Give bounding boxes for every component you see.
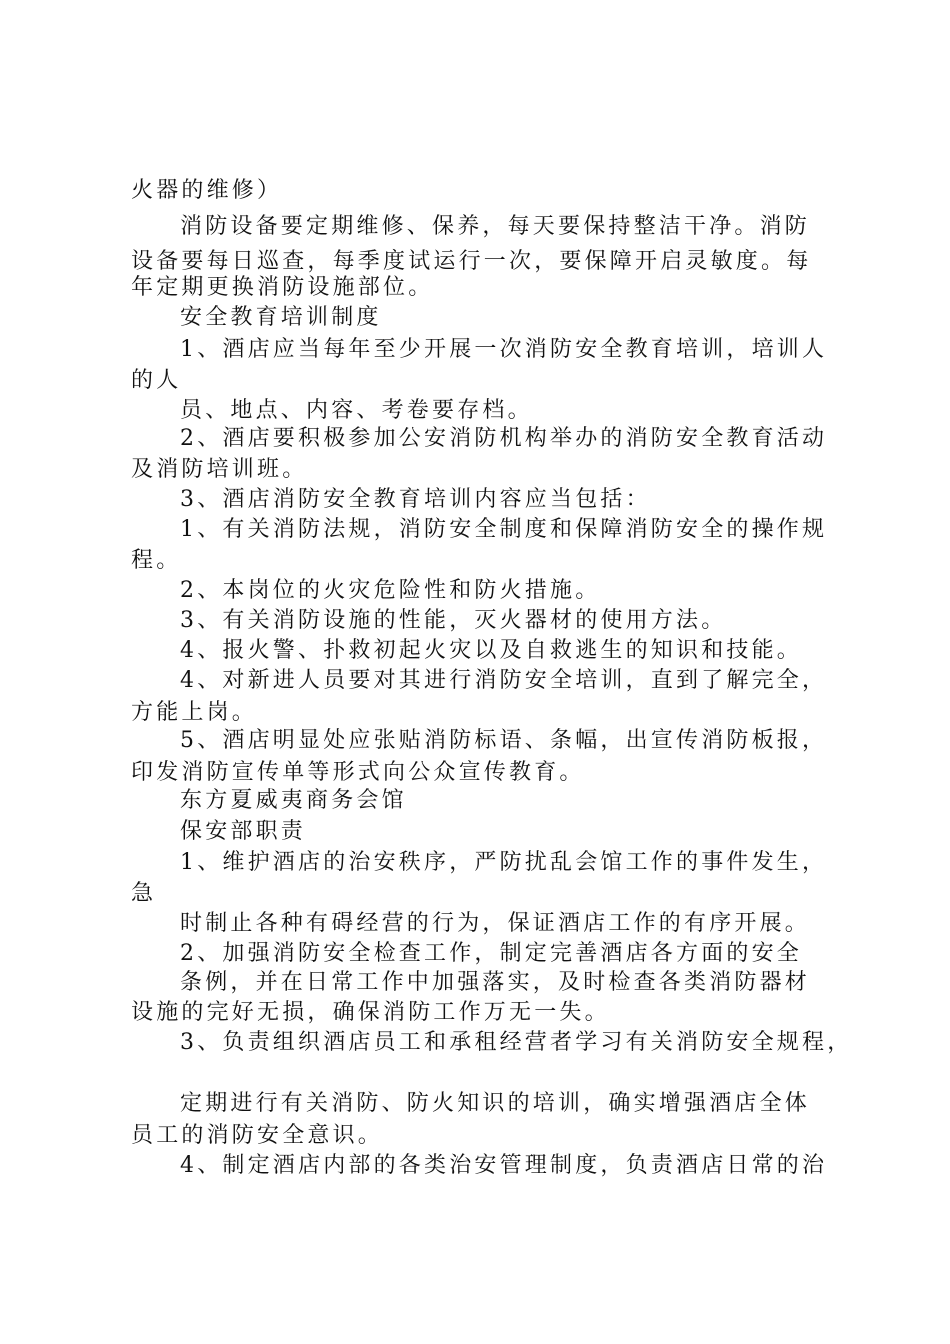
text-line: 定期进行有关消防、防火知识的培训，确实增强酒店全体 [180,1091,811,1116]
text-line: 1、酒店应当每年至少开展一次消防安全教育培训，培训人 [180,337,828,362]
text-line: 1、有关消防法规，消防安全制度和保障消防安全的操作规 [180,517,828,542]
text-line: 员工的消防安全意识。 [131,1123,384,1148]
text-line: 的人 [131,368,182,393]
text-line: 2、酒店要积极参加公安消防机构举办的消防安全教育活动 [180,426,828,451]
text-line: 3、负责组织酒店员工和承租经营者学习有关消防安全规程， [180,1030,853,1055]
text-line: 时制止各种有碍经营的行为，保证酒店工作的有序开展。 [180,911,811,936]
text-line: 4、报火警、扑救初起火灾以及自救逃生的知识和技能。 [180,638,802,663]
text-line: 4、制定酒店内部的各类治安管理制度，负责酒店日常的治 [180,1153,828,1178]
section-heading: 东方夏威夷商务会馆 [180,788,407,813]
text-line: 员、地点、内容、考卷要存档。 [180,398,533,423]
text-line: 方能上岗。 [131,700,258,725]
text-line: 印发消防宣传单等形式向公众宣传教育。 [131,760,585,785]
text-line: 1、维护酒店的治安秩序，严防扰乱会馆工作的事件发生， [180,850,828,875]
text-line: 5、酒店明显处应张贴消防标语、条幅，出宣传消防板报， [180,728,828,753]
text-line: 年定期更换消防设施部位。 [131,275,434,300]
text-line: 及消防培训班。 [131,457,308,482]
text-line: 3、酒店消防安全教育培训内容应当包括： [180,487,651,512]
text-line: 消防设备要定期维修、保养，每天要保持整洁干净。消防 [180,214,811,239]
text-line: 条例，并在日常工作中加强落实，及时检查各类消防器材 [180,970,811,995]
text-line: 程。 [131,548,182,573]
text-line: 3、有关消防设施的性能，灭火器材的使用方法。 [180,608,727,633]
section-heading: 保安部职责 [180,819,307,844]
text-line: 火器的维修） [131,178,283,203]
text-line: 4、对新进人员要对其进行消防安全培训，直到了解完全， [180,668,828,693]
text-line: 设施的完好无损，确保消防工作万无一失。 [131,1000,610,1025]
section-heading: 安全教育培训制度 [180,305,382,330]
text-line: 设备要每日巡查，每季度试运行一次，要保障开启灵敏度。每 [131,249,812,274]
text-line: 2、本岗位的火灾危险性和防火措施。 [180,578,601,603]
text-line: 急 [131,881,157,906]
text-line: 2、加强消防安全检查工作，制定完善酒店各方面的安全 [180,941,802,966]
